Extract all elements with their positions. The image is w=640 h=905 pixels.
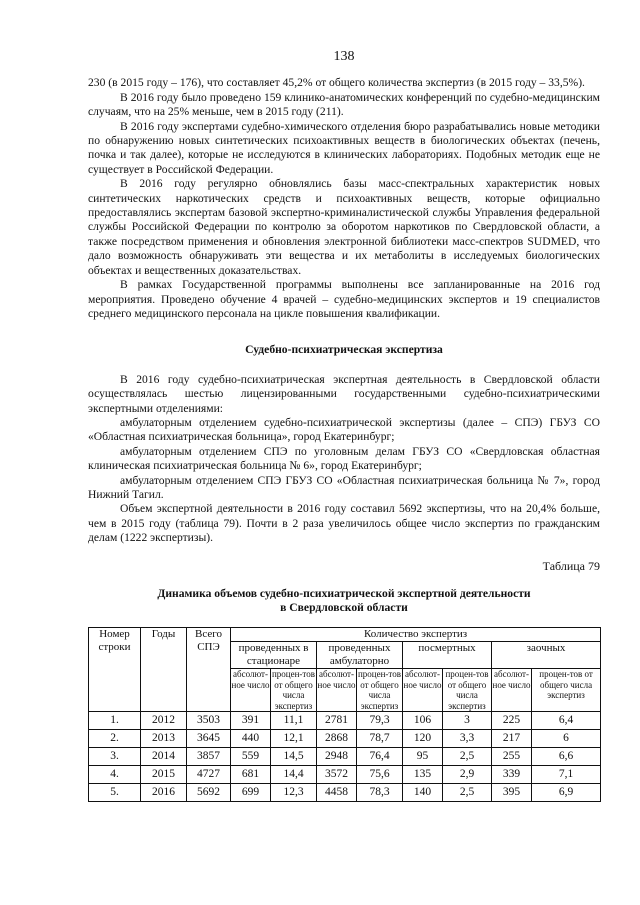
header-count: Количество экспертиз [231, 628, 601, 642]
paragraph: Объем экспертной деятельности в 2016 году составил 5692 экспертизы, что на 20,4% больше, чем в 2015 году (таблица 79). Почти в 2 раза увеличилось общее число экспертиз по гражданским делам (1222 экспертизы). [88, 502, 600, 545]
table-cell: 3 [443, 712, 492, 730]
header-group-posthumous: посмертных [403, 642, 492, 669]
table-cell: 3857 [187, 748, 231, 766]
table-cell: 3645 [187, 730, 231, 748]
table-cell: 6,9 [532, 784, 601, 802]
table-cell: 2781 [317, 712, 357, 730]
header-percent: процен-тов от общего числа экспертиз [271, 669, 315, 711]
table-cell: 12,1 [271, 730, 317, 748]
table-cell: 3503 [187, 712, 231, 730]
paragraph: В 2016 году экспертами судебно-химического отделения бюро разрабатывались новые методики по обнаружению новых синтетических психоактивных веществ в биологических объектах (печень, почка и так далее), которые не исследуются в клинических лабораториях. Подобных методик еще не существует в Российской Федерации. [88, 119, 600, 176]
table-cell: 6 [532, 730, 601, 748]
header-percent: процен-тов от общего числа экспертиз [532, 669, 601, 712]
table-row [89, 766, 601, 784]
paragraph: амбулаторным отделением судебно-психиатрической экспертизы (далее – СПЭ) ГБУЗ СО «Областная психиатрическая больница», город Екатеринбург; [88, 415, 600, 444]
table-cell: 12,3 [271, 784, 317, 802]
table-cell: 2016 [141, 784, 187, 802]
header-absolute: абсолют-ное число [231, 669, 271, 712]
table-cell: 2. [89, 730, 141, 748]
header-group-outpatient: проведенных амбулаторно [317, 642, 403, 669]
table-cell: 6,4 [532, 712, 601, 730]
table-body [89, 712, 601, 802]
table-cell: 2,5 [443, 748, 492, 766]
table-cell: 14,5 [271, 748, 317, 766]
table-cell: 135 [403, 766, 443, 784]
header-percent: процен-тов от общего числа экспертиз [443, 669, 492, 712]
table-cell: 95 [403, 748, 443, 766]
table-cell: 2,5 [443, 784, 492, 802]
table-cell: 2868 [317, 730, 357, 748]
paragraph: В 2016 году судебно-психиатрическая экспертная деятельность в Свердловской области осуществлялась шестью лицензированными государственными судебно-психиатрическими экспертными отделениями: [88, 372, 600, 415]
table-row [89, 748, 601, 766]
table-cell: 120 [403, 730, 443, 748]
table-cell: 3. [89, 748, 141, 766]
table-cell: 681 [231, 766, 271, 784]
table-cell: 3,3 [443, 730, 492, 748]
table-cell: 75,6 [357, 766, 403, 784]
table-row [89, 784, 601, 802]
table-cell: 140 [403, 784, 443, 802]
header-absolute: абсолют-ное число [403, 669, 443, 712]
table-cell: 78,7 [357, 730, 403, 748]
table-cell: 699 [231, 784, 271, 802]
table-cell: 11,1 [271, 712, 317, 730]
table-cell: 440 [231, 730, 271, 748]
data-table [88, 627, 601, 802]
header-row-number: Номер строки [89, 628, 141, 712]
table-cell: 6,6 [532, 748, 601, 766]
table-cell: 2014 [141, 748, 187, 766]
table-cell: 7,1 [532, 766, 601, 784]
table-cell: 2012 [141, 712, 187, 730]
header-group-absentee: заочных [492, 642, 601, 669]
table-cell: 3572 [317, 766, 357, 784]
table-cell: 14,4 [271, 766, 317, 784]
table-cell: 391 [231, 712, 271, 730]
table-title [88, 587, 600, 615]
page-number: 138 [333, 49, 355, 64]
table-title-line: в Свердловской области [280, 601, 408, 614]
header-absolute: абсолют-ное число [317, 669, 357, 712]
table-cell: 395 [492, 784, 532, 802]
header-total: Всего СПЭ [187, 628, 231, 712]
table-cell: 255 [492, 748, 532, 766]
table-cell: 225 [492, 712, 532, 730]
table-cell: 76,4 [357, 748, 403, 766]
table-title-line: Динамика объемов судебно-психиатрической экспертной деятельности [157, 587, 531, 600]
paragraph: амбулаторным отделением СПЭ ГБУЗ СО «Областная психиатрическая больница № 7», город Нижний Тагил. [88, 473, 600, 501]
paragraph: В 2016 году регулярно обновлялись базы масс-спектральных характеристик новых синтетических наркотических средств и психоактивных веществ, которые официально предоставлялись экспертам базовой экспертно-криминалистической службы Управления федеральной службы Российской Федерации по контролю за оборотом наркотиков по Свердловской области, а также посредством применения и обновления электронной библиотеки масс-спектров SUDMED, что дало возможность обнаруживать эти вещества и их метаболиты в исследуемых биологических объектах и вещественных доказательствах. [88, 177, 600, 277]
paragraph: В рамках Государственной программы выполнены все запланированные на 2016 год мероприятия. Проведено обучение 4 врачей – судебно-медицинских экспертов и 19 специалистов среднего медицинского персонала на цикле повышения квалификации. [88, 278, 600, 320]
table-cell: 559 [231, 748, 271, 766]
table-cell: 2013 [141, 730, 187, 748]
paragraph: амбулаторным отделением СПЭ по уголовным делам ГБУЗ СО «Свердловская областная клиническая психиатрическая больница № 6», город Екатеринбург; [88, 444, 600, 473]
table-row [89, 730, 601, 748]
table-cell: 4458 [317, 784, 357, 802]
table-cell: 5. [89, 784, 141, 802]
table-cell: 2948 [317, 748, 357, 766]
table-cell: 4. [89, 766, 141, 784]
section-title: Судебно-психиатрическая экспертиза [245, 343, 443, 357]
paragraph: 230 (в 2015 году – 176), что составляет 45,2% от общего количества экспертиз (в 2015 году – 33,5%). [88, 76, 585, 90]
header-years: Годы [141, 628, 187, 712]
table-cell: 78,3 [357, 784, 403, 802]
table-cell: 106 [403, 712, 443, 730]
header-absolute: абсолют-ное число [492, 669, 532, 712]
table-cell: 2,9 [443, 766, 492, 784]
table-cell: 4727 [187, 766, 231, 784]
table-cell: 79,3 [357, 712, 403, 730]
header-group-inpatient: проведенных в стационаре [231, 642, 317, 669]
table-cell: 339 [492, 766, 532, 784]
table-cell: 2015 [141, 766, 187, 784]
table-label: Таблица 79 [542, 558, 600, 573]
paragraph: В 2016 году было проведено 159 клинико-анатомических конференций по судебно-медицинским случаям, что на 25% меньше, чем в 2015 году (211). [88, 90, 600, 119]
document-page [88, 50, 600, 802]
table-cell: 217 [492, 730, 532, 748]
header-percent: процен-тов от общего числа экспертиз [357, 669, 401, 711]
table-cell: 5692 [187, 784, 231, 802]
table-cell: 1. [89, 712, 141, 730]
table-row [89, 712, 601, 730]
